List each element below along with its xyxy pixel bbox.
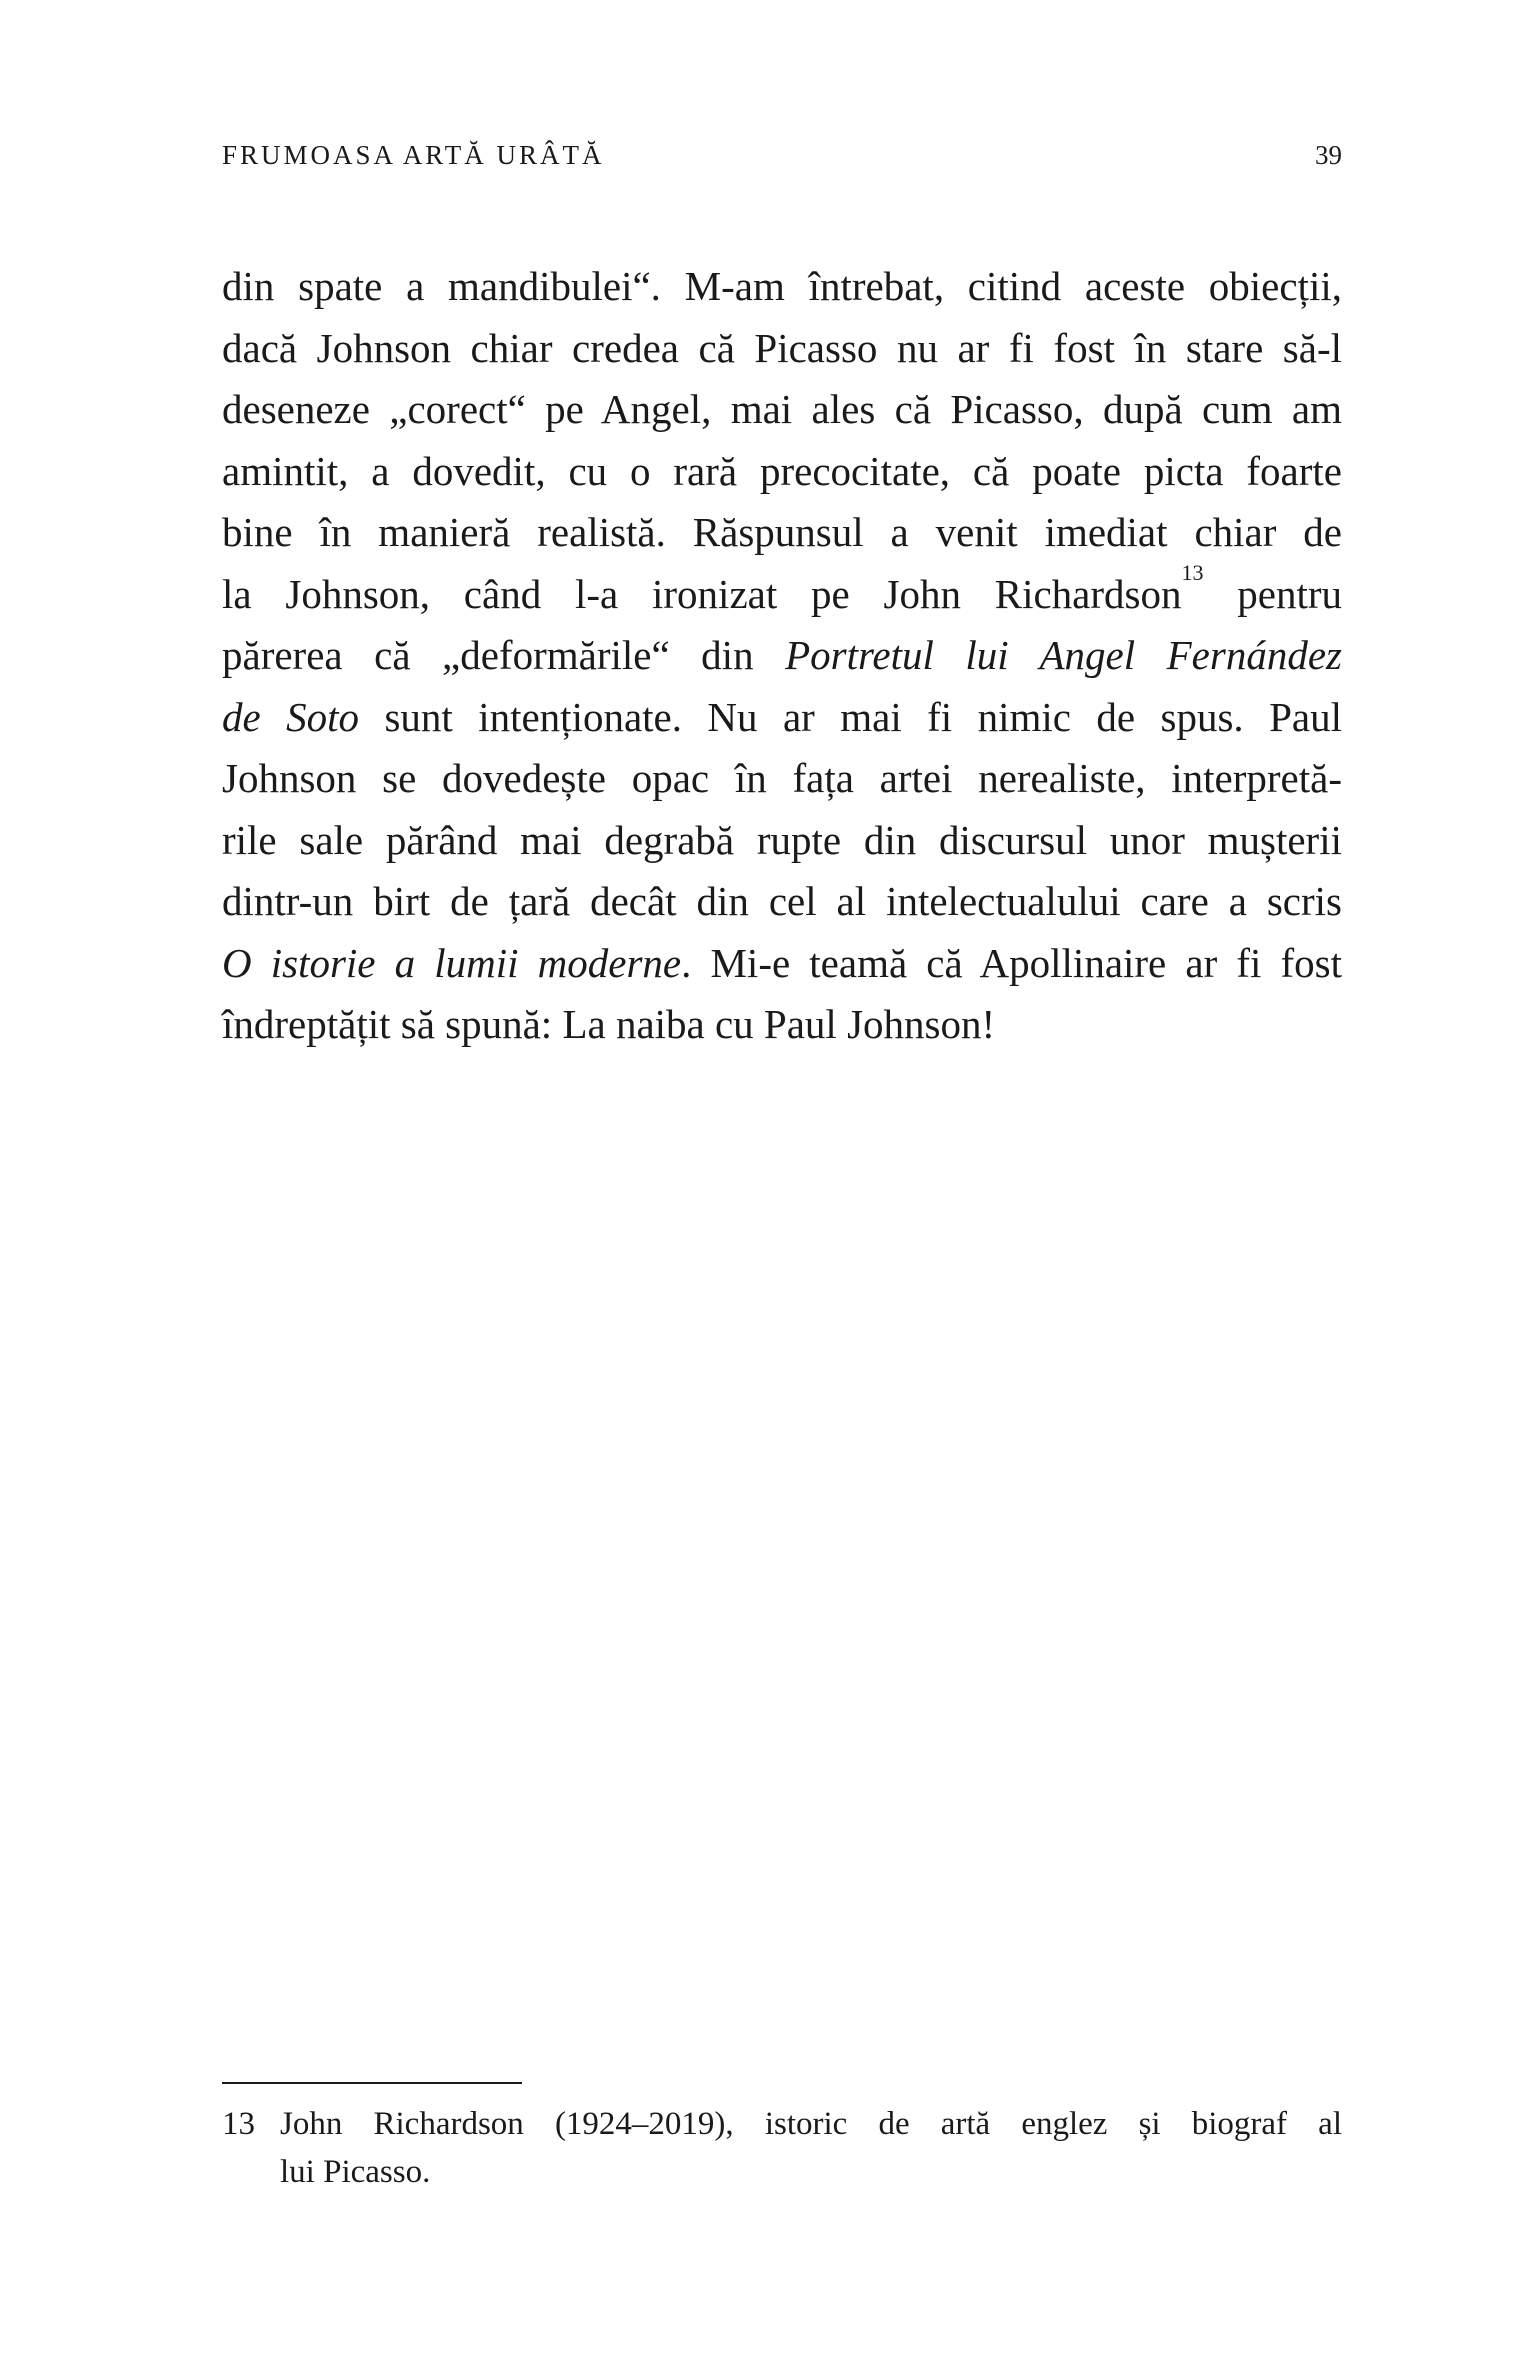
text-line: dintr-un birt de țară decât din cel al intelectualului care a scris [222,878,1342,924]
text-segment: la Johnson, când l-a ironizat pe John Richardson [222,570,1182,617]
text-line: Johnson se dovedește opac în fața artei nerealiste, interpretă- [222,755,1342,801]
text-line: bine în manieră realistă. Răspunsul a venit imediat chiar de [222,509,1342,555]
footnote [222,2100,1342,2196]
italic-title: de Soto [222,693,360,740]
text-line: rile sale părând mai degrabă rupte din discursul unor mușterii [222,816,1342,863]
text-line: deseneze „corect“ pe Angel, mai ales că Picasso, după cum am [222,386,1342,432]
text-segment: . Mi-e teamă că Apollinaire ar fi fost [681,939,1342,986]
text-line: din spate a mandibulei“. M-am întrebat, citind aceste obiecții, [222,263,1342,309]
footnote-reference: 13 [1181,559,1204,585]
text-line [222,559,1342,626]
text-segment: sunt intenționate. Nu ar mai fi nimic de spus. Paul [359,693,1342,740]
running-title: FRUMOASA ARTĂ URÂTĂ [222,140,605,170]
body-paragraph [222,256,1342,1056]
page-number: 39 [1315,140,1342,170]
running-head [222,140,1342,180]
italic-title: Portretul lui Angel Fernández [785,632,1342,678]
text-line [222,933,1342,995]
footnote-number: 13 [222,2106,255,2142]
text-line: dacă Johnson chiar credea că Picasso nu ar fi fost în stare să-l [222,324,1342,371]
text-segment: părerea că „deformările“ din [222,632,786,678]
footnote-line [222,2100,1342,2148]
footnote-divider [222,2082,522,2084]
text-line: îndreptățit să spună: La naiba cu Paul Johnson! [222,1001,996,1047]
italic-title: O istorie a lumii moderne [222,939,682,986]
footnote-line [222,2148,1342,2196]
text-line: amintit, a dovedit, cu o rară precocitate, că poate picta foarte [222,447,1342,494]
text-segment: pentru [1203,570,1342,617]
text-line [222,625,1342,687]
text-line [222,687,1342,749]
footnote-text: lui Picasso. [280,2154,431,2190]
footnote-text: John Richardson (1924–2019), istoric de artă englez și biograf al [280,2106,1342,2142]
